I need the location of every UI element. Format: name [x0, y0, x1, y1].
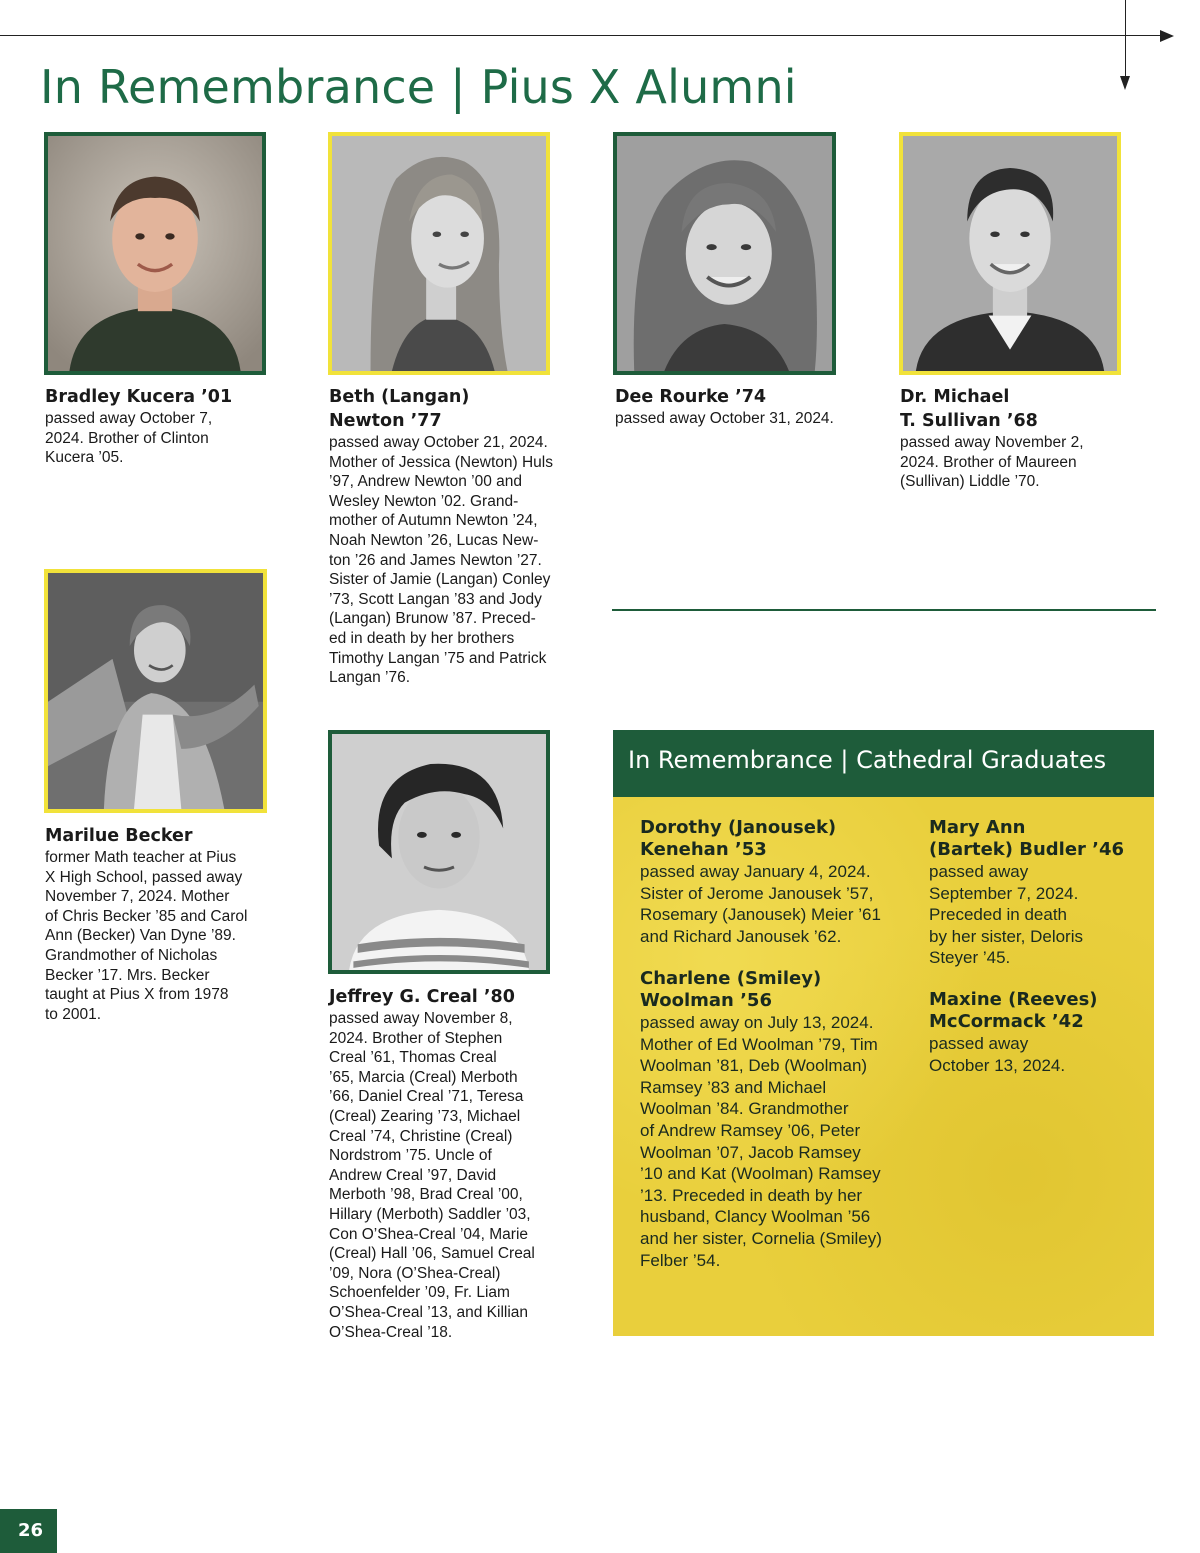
cathedral-obituary: passed away January 4, 2024. Sister of Jerome Janousek ’57, Rosemary (Janousek) Meier ’61 and Richard Janousek ’62.	[640, 862, 881, 946]
cathedral-section-panel	[613, 797, 1154, 1336]
alumni-name: Bradley Kucera ’01	[45, 387, 233, 407]
alumni-entry-bradley-kucera	[45, 385, 270, 468]
page-number: 26	[18, 1520, 44, 1541]
vertical-rule	[1125, 0, 1126, 78]
cathedral-name: Charlene (Smiley) Woolman ’56	[640, 968, 822, 1011]
alumni-entry-dee-rourke	[615, 385, 875, 429]
cathedral-name: Dorothy (Janousek) Kenehan ’53	[640, 817, 837, 860]
alumni-name: Dr. Michael T. Sullivan ’68	[900, 387, 1038, 431]
portrait-photo-michael-sullivan	[899, 132, 1121, 375]
portrait-photo-marilue-becker	[44, 569, 267, 813]
cathedral-entry-charlene-woolman	[640, 968, 925, 1271]
portrait-photo-dee-rourke	[613, 132, 836, 375]
alumni-name: Beth (Langan) Newton ’77	[329, 387, 470, 431]
alumni-obituary: passed away November 2, 2024. Brother of Maureen (Sullivan) Liddle ’70.	[900, 434, 1084, 491]
alumni-obituary: passed away October 31, 2024.	[615, 410, 834, 427]
cathedral-name: Maxine (Reeves) McCormack ’42	[929, 989, 1098, 1032]
alumni-obituary: former Math teacher at Pius X High School, passed away November 7, 2024. Mother of Chris Becker ’85 and Carol Ann (Becker) Van Dyne ’89. Grandmother of Nicholas Becker ’17. Mrs. Becker taught at Pius X from 1978 to 2001.	[45, 849, 248, 1023]
page-number-badge	[0, 1509, 57, 1553]
cathedral-entry-dorothy-kenehan	[640, 817, 920, 947]
cathedral-name: Mary Ann (Bartek) Budler ’46	[929, 817, 1125, 860]
top-rule	[0, 35, 1165, 36]
cathedral-obituary: passed away September 7, 2024. Preceded in death by her sister, Deloris Steyer ’45.	[929, 862, 1083, 968]
arrow-right-icon	[1160, 30, 1174, 42]
arrow-down-icon	[1120, 76, 1130, 90]
cathedral-obituary: passed away on July 13, 2024. Mother of Ed Woolman ’79, Tim Woolman ’81, Deb (Woolman) Ramsey ’83 and Michael Woolman ’84. Grandmother of Andrew Ramsey ’06, Peter Woolman ’07, Jacob Ramsey ’10 and Kat (Woolman) Ramsey ’13. Preceded in death by her husband, Clancy Woolman ’56 and her sister, Cornelia (Smiley) Felber ’54.	[640, 1013, 882, 1270]
cathedral-obituary: passed away October 13, 2024.	[929, 1034, 1066, 1075]
portrait-photo-beth-newton	[328, 132, 550, 375]
alumni-entry-marilue-becker	[45, 824, 285, 1024]
alumni-name: Jeffrey G. Creal ’80	[329, 987, 515, 1007]
cathedral-section-title: In Remembrance | Cathedral Graduates	[628, 746, 1107, 774]
alumni-name: Dee Rourke ’74	[615, 387, 767, 407]
alumni-obituary: passed away November 8, 2024. Brother of Stephen Creal ’61, Thomas Creal ’65, Marcia (Creal) Merboth ’66, Daniel Creal ’71, Teresa (Creal) Zearing ’73, Michael Creal ’74, Christine (Creal) Nordstrom ’75. Uncle of Andrew Creal ’97, David Merboth ’98, Brad Creal ’00, Hillary (Merboth) Saddler ’03, Con O’Shea-Creal ’04, Marie (Creal) Hall ’06, Samuel Creal ’09, Nora (O’Shea-Creal) Schoenfelder ’09, Fr. Liam O’Shea-Creal ’13, and Killian O’Shea-Creal ’18.	[329, 1010, 535, 1341]
section-divider	[612, 609, 1156, 611]
cathedral-section-header	[613, 730, 1154, 797]
alumni-name: Marilue Becker	[45, 826, 193, 846]
alumni-obituary: passed away October 21, 2024. Mother of Jessica (Newton) Huls ’97, Andrew Newton ’00 and Wesley Newton ’02. Grand- mother of Autumn Newton ’24, Noah Newton ’26, Lucas New- ton ’26 and James Newton ’27. Sister of Jamie (Langan) Conley ’73, Scott Langan ’83 and Jody (Langan) Brunow ’87. Preced- ed in death by her brothers Timothy Langan ’75 and Patrick Langan ’76.	[329, 434, 553, 687]
alumni-entry-beth-newton	[329, 385, 579, 688]
portrait-photo-jeffrey-creal	[328, 730, 550, 974]
alumni-obituary: passed away October 7, 2024. Brother of Clinton Kucera ’05.	[45, 410, 213, 467]
alumni-entry-michael-sullivan	[900, 385, 1125, 492]
cathedral-entry-mary-ann-budler	[929, 817, 1149, 969]
page-title: In Remembrance | Pius X Alumni	[40, 60, 797, 114]
alumni-entry-jeffrey-creal	[329, 985, 579, 1342]
cathedral-entry-maxine-mccormack	[929, 989, 1149, 1076]
portrait-photo-bradley-kucera	[44, 132, 266, 375]
